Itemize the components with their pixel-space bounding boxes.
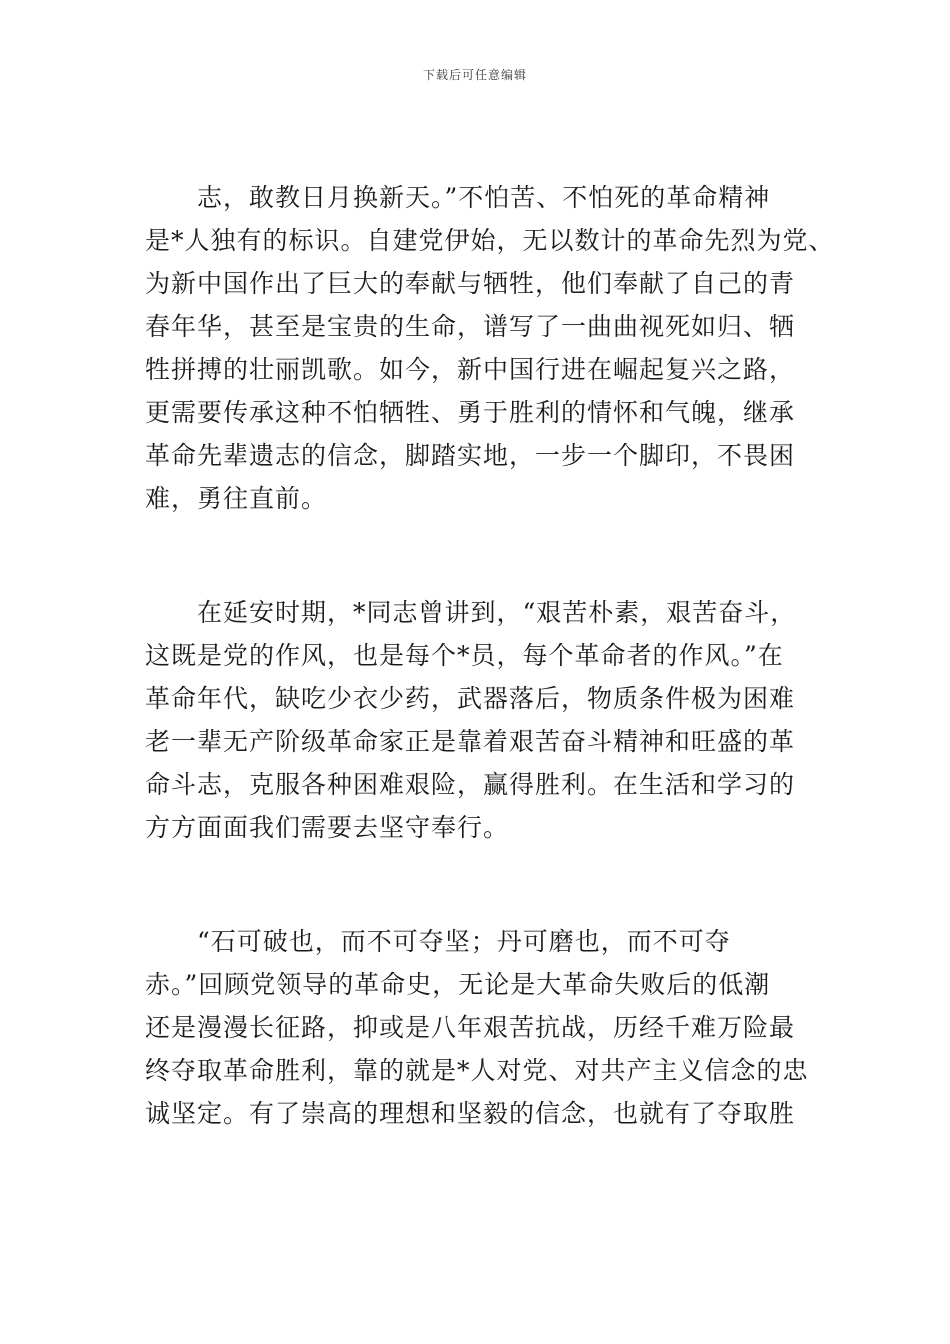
document-body	[145, 176, 835, 1135]
text-line: 命斗志，克服各种困难艰险，赢得胜利。在生活和学习的	[145, 770, 796, 799]
text-line: 还是漫漫长征路，抑或是八年艰苦抗战，历经千难万险最	[145, 1013, 796, 1042]
text-line: 诚坚定。有了崇高的理想和坚毅的信念，也就有了夺取胜	[145, 1099, 796, 1128]
text-line: 难，勇往直前。	[145, 484, 328, 513]
paragraph-1	[145, 176, 835, 520]
text-line: 牲拼搏的壮丽凯歌。如今，新中国行进在崛起复兴之路，	[145, 355, 796, 384]
text-line: 革命年代，缺吃少衣少药，武器落后，物质条件极为困难	[145, 684, 796, 713]
text-line: 这既是党的作风，也是每个*员，每个革命者的作风。”在	[145, 641, 784, 670]
text-line: 老一辈无产阶级革命家正是靠着艰苦奋斗精神和旺盛的革	[145, 727, 796, 756]
text-line: 终夺取革命胜利，靠的就是*人对党、对共产主义信念的忠	[145, 1056, 809, 1085]
text-line: 革命先辈遗志的信念，脚踏实地，一步一个脚印，不畏困	[145, 441, 796, 470]
paragraph-2	[145, 591, 813, 849]
text-line: 在延安时期，*同志曾讲到，“艰苦朴素，艰苦奋斗，	[145, 598, 797, 627]
text-line: 方方面面我们需要去坚守奉行。	[145, 813, 510, 842]
text-line: “石可破也，而不可夺坚；丹可磨也，而不可夺	[145, 927, 731, 956]
paragraph-gap	[145, 849, 813, 920]
paragraph-gap	[145, 520, 813, 591]
text-line: 志，敢教日月换新天。”不怕苦、不怕死的革命精神	[145, 183, 771, 212]
text-line: 赤。”回顾党领导的革命史，无论是大革命失败后的低潮	[145, 970, 771, 999]
text-line: 更需要传承这种不怕牺牲、勇于胜利的情怀和气魄，继承	[145, 398, 796, 427]
text-line: 春年华，甚至是宝贵的生命，谱写了一曲曲视死如归、牺	[145, 312, 796, 341]
text-line: 是*人独有的标识。自建党伊始，无以数计的革命先烈为党、	[145, 226, 835, 255]
page-header: 下载后可任意编辑	[422, 68, 527, 82]
text-line: 为新中国作出了巨大的奉献与牺牲，他们奉献了自己的青	[145, 269, 796, 298]
paragraph-3	[145, 920, 813, 1135]
